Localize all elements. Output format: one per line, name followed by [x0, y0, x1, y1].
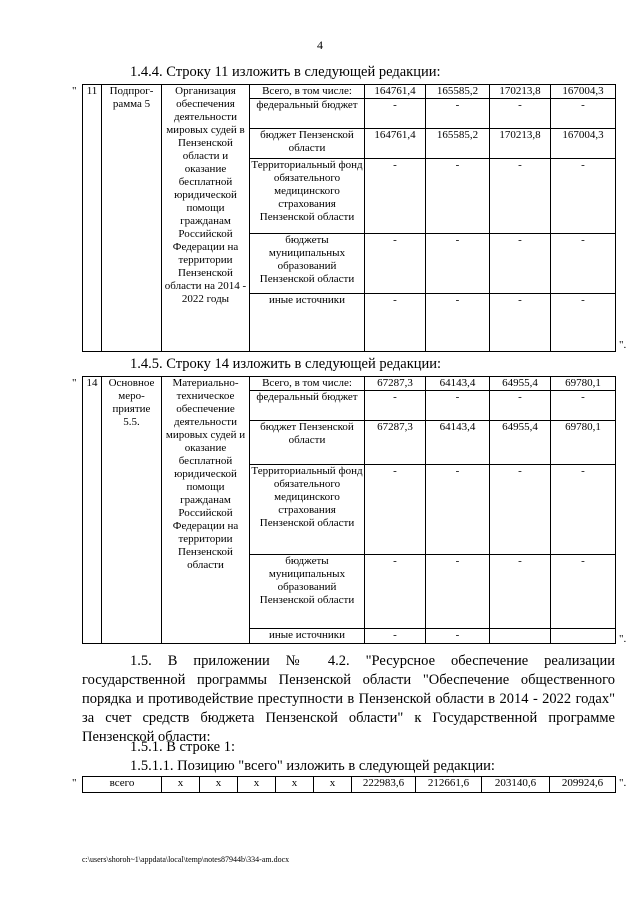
value-cell: 170213,8 [490, 129, 551, 159]
value-cell: x [238, 777, 276, 793]
value-cell: 170213,8 [490, 85, 551, 99]
value-cell: - [490, 99, 551, 129]
funding-source: бюджеты муниципальных образований Пензенской области [250, 234, 365, 294]
value-cell: - [365, 99, 426, 129]
value-cell: 64955,4 [490, 421, 551, 465]
value-cell: 209924,6 [550, 777, 616, 793]
value-cell: - [426, 465, 490, 555]
value-cell: 164761,4 [365, 129, 426, 159]
program-name: Материально-техническое обеспечение деятельности мировых судей и оказание бесплатной юридической помощи гражданам Российской Федерации на территории Пензенской области [162, 377, 250, 644]
value-cell: - [551, 294, 616, 352]
value-cell: 64143,4 [426, 377, 490, 391]
value-cell: 164761,4 [365, 85, 426, 99]
program-type: Подпрог-рамма 5 [102, 85, 162, 352]
funding-source: иные источники [250, 629, 365, 644]
funding-source: иные источники [250, 294, 365, 352]
value-cell: - [490, 234, 551, 294]
value-cell: - [490, 391, 551, 421]
funding-source: бюджет Пензенской области [250, 421, 365, 465]
row-number: 11 [83, 85, 102, 352]
value-cell: - [490, 294, 551, 352]
funding-source: Всего, в том числе: [250, 377, 365, 391]
value-cell: - [551, 465, 616, 555]
funding-source: Всего, в том числе: [250, 85, 365, 99]
value-cell: 212661,6 [416, 777, 482, 793]
value-cell: - [426, 294, 490, 352]
program-type: Основное меро-приятие 5.5. [102, 377, 162, 644]
value-cell: - [365, 555, 426, 629]
value-cell: - [490, 465, 551, 555]
value-cell: - [551, 555, 616, 629]
value-cell: x [276, 777, 314, 793]
value-cell: - [365, 465, 426, 555]
open-quote: " [72, 377, 77, 389]
value-cell: - [551, 159, 616, 234]
table-total-row [82, 776, 616, 793]
footer-file-path: c:\users\shoroh~1\appdata\local\temp\notes87944b\334-am.docx [82, 855, 290, 864]
value-cell: 222983,6 [352, 777, 416, 793]
value-cell: 165585,2 [426, 85, 490, 99]
value-cell: x [314, 777, 352, 793]
section-heading-1-4-5: 1.4.5. Строку 14 изложить в следующей редакции: [130, 356, 442, 372]
funding-source: бюджеты муниципальных образований Пензенской области [250, 555, 365, 629]
value-cell: 203140,6 [482, 777, 550, 793]
value-cell: - [365, 294, 426, 352]
funding-source: федеральный бюджет [250, 391, 365, 421]
table-row-14 [82, 376, 616, 644]
value-cell: 167004,3 [551, 129, 616, 159]
funding-source: федеральный бюджет [250, 99, 365, 129]
value-cell: - [426, 159, 490, 234]
value-cell [490, 629, 551, 644]
paragraph-1-5-1-1: 1.5.1.1. Позицию "всего" изложить в следующей редакции: [130, 758, 495, 774]
value-cell: 67287,3 [365, 377, 426, 391]
value-cell: - [551, 234, 616, 294]
funding-source: бюджет Пензенской области [250, 129, 365, 159]
value-cell: x [200, 777, 238, 793]
close-quote: ". [619, 339, 627, 351]
close-quote: ". [619, 777, 627, 789]
program-name: Организация обеспечения деятельности мировых судей в Пензенской области и оказание бесплатной юридической помощи гражданам Российской Федерации на территории Пензенской области на 2014 - 2022 годы [162, 85, 250, 352]
section-heading-1-4-4: 1.4.4. Строку 11 изложить в следующей редакции: [130, 64, 441, 80]
value-cell: - [490, 555, 551, 629]
value-cell: - [365, 234, 426, 294]
value-cell: - [551, 99, 616, 129]
value-cell: 165585,2 [426, 129, 490, 159]
close-quote: ". [619, 633, 627, 645]
paragraph-1-5-1: 1.5.1. В строке 1: [130, 739, 236, 755]
paragraph-1-5: 1.5. В приложении № 4.2. "Ресурсное обеспечение реализации государственной программы Пензенской области "Обеспечение общественного порядка и противодействие преступности в Пензенской области в 2014 - 2022 годах" за счет средств бюджета Пензенской области" к Государственной программе Пензенской области: [82, 653, 615, 745]
value-cell: - [365, 391, 426, 421]
funding-source: Территориальный фонд обязательного медицинского страхования Пензенской области [250, 159, 365, 234]
value-cell: - [365, 159, 426, 234]
value-cell: 167004,3 [551, 85, 616, 99]
page-number: 4 [317, 38, 323, 52]
value-cell: - [426, 555, 490, 629]
open-quote: " [72, 85, 77, 97]
value-cell: - [490, 159, 551, 234]
value-cell: - [426, 99, 490, 129]
value-cell: 69780,1 [551, 377, 616, 391]
value-cell: - [426, 629, 490, 644]
funding-source: Территориальный фонд обязательного медицинского страхования Пензенской области [250, 465, 365, 555]
value-cell: 69780,1 [551, 421, 616, 465]
row-number: 14 [83, 377, 102, 644]
open-quote: " [72, 777, 77, 789]
value-cell: - [426, 391, 490, 421]
value-cell: - [365, 629, 426, 644]
value-cell: - [551, 391, 616, 421]
value-cell: - [426, 234, 490, 294]
table-row-11 [82, 84, 616, 352]
value-cell [551, 629, 616, 644]
total-label: всего [83, 777, 162, 793]
value-cell: 64955,4 [490, 377, 551, 391]
value-cell: 64143,4 [426, 421, 490, 465]
value-cell: x [162, 777, 200, 793]
value-cell: 67287,3 [365, 421, 426, 465]
